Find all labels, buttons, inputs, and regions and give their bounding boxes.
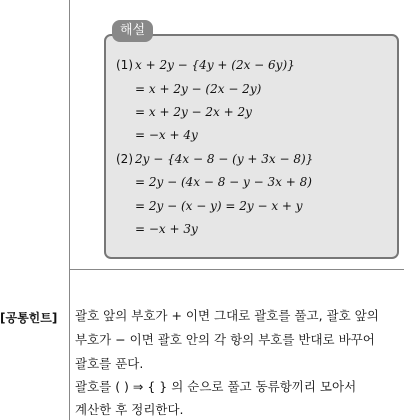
part2-line-3: = 2y − (x − y) = 2y − x + y xyxy=(135,199,303,213)
hint-label: [공통힌트] xyxy=(0,311,58,325)
hint-line-2: 부호가 − 이면 괄호 안의 각 항의 부호를 반대로 바꾸어 xyxy=(75,332,375,347)
part2-line-2: = 2y − (4x − 8 − y − 3x + 8) xyxy=(135,175,312,189)
hint-line-1: 괄호 앞의 부호가 + 이면 그대로 괄호를 풀고, 괄호 앞의 xyxy=(75,308,379,323)
part2-line-4: = −x + 3y xyxy=(135,222,198,236)
part1-line-1: x + 2y − {4y + (2x − 6y)} xyxy=(135,58,295,72)
part1-line-2: = x + 2y − (2x − 2y) xyxy=(135,82,262,96)
part2-label: (2) xyxy=(116,152,133,166)
part2-line-1: 2y − {4x − 8 − (y + 3x − 8)} xyxy=(135,152,314,166)
left-rule xyxy=(69,0,70,420)
section-divider xyxy=(69,269,404,270)
part1-line-4: = −x + 4y xyxy=(135,128,198,142)
hint-line-5: 계산한 후 정리한다. xyxy=(75,402,184,417)
part1-line-3: = x + 2y − 2x + 2y xyxy=(135,105,252,119)
hint-line-4: 괄호를 ( ) ⇒ { } 의 순으로 풀고 동류항끼리 모아서 xyxy=(75,379,357,394)
solution-badge: 해설 xyxy=(112,20,153,42)
part1-label: (1) xyxy=(116,58,133,72)
hint-line-3: 괄호를 푼다. xyxy=(75,356,144,371)
